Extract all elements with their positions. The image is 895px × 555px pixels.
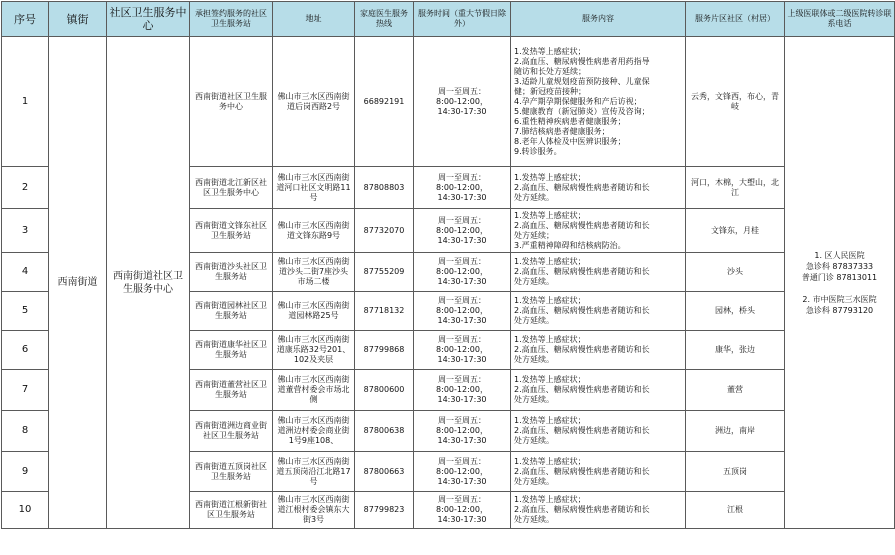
header-town: 镇街 <box>49 2 107 37</box>
text-line: 2.高血压、糖尿病慢性病患者随访和长 <box>514 182 650 192</box>
hotline-number: 87732070 <box>355 209 414 253</box>
station-address: 佛山市三水区西南街道洲边村委会商业街1号9座108、 <box>273 411 355 452</box>
service-hours <box>414 209 511 253</box>
station-name: 西南街道康华社区卫生服务站 <box>190 331 273 370</box>
hotline-number: 66892191 <box>355 37 414 167</box>
station-name: 西南街道沙头社区卫生服务站 <box>190 253 273 292</box>
header-address: 地址 <box>273 2 355 37</box>
station-address: 佛山市三水区西南街道康乐路32号201、102及夹层 <box>273 331 355 370</box>
text-line: 3.适龄儿童规划疫苗预防接种、儿童保 <box>514 76 650 86</box>
row-seq: 6 <box>2 331 49 370</box>
service-area: 沙头 <box>686 253 785 292</box>
text-line: 1.发热等上感症状； <box>514 257 586 266</box>
text-line: 8:00-12:00， <box>436 385 488 394</box>
text-line: 处方延续。 <box>514 515 554 524</box>
service-content <box>511 167 686 209</box>
row-seq: 8 <box>2 411 49 452</box>
header-hours: 服务时间（重大节假日除外） <box>414 2 511 37</box>
text-line: 周一至周五： <box>438 86 486 96</box>
text-line: 14:30-17:30 <box>437 106 487 116</box>
station-name: 西南街道江根新街社区卫生服务站 <box>190 492 273 529</box>
row-seq: 9 <box>2 452 49 492</box>
text-line: 1.发热等上感症状； <box>514 495 586 504</box>
text-line: 14:30-17:30 <box>437 316 487 325</box>
service-content <box>511 492 686 529</box>
center-cell: 西南街道社区卫生服务中心 <box>107 37 190 529</box>
text-line: 急诊科 87837333 <box>805 261 874 271</box>
header-station: 承担签约服务的社区卫生服务站 <box>190 2 273 37</box>
station-address: 佛山市三水区西南街道江根村委会镇东大街3号 <box>273 492 355 529</box>
text-line: 随访和长处方延续； <box>514 66 586 76</box>
service-area: 康华，张边 <box>686 331 785 370</box>
service-hours <box>414 292 511 331</box>
text-line: 1.发热等上感症状； <box>514 172 586 182</box>
station-address: 佛山市三水区西南街道沙头二街7座沙头市场二楼 <box>273 253 355 292</box>
text-line: 8:00-12:00， <box>436 426 488 435</box>
text-line: 2.高血压、糖尿病慢性病患者随访和长 <box>514 466 650 476</box>
service-hours <box>414 167 511 209</box>
station-name: 西南街道北江新区社区卫生服务中心 <box>190 167 273 209</box>
town-cell: 西南街道 <box>49 37 107 529</box>
hotline-number: 87800600 <box>355 370 414 411</box>
station-name: 西南街道五顶岗社区卫生服务站 <box>190 452 273 492</box>
hotline-number: 87808803 <box>355 167 414 209</box>
text-line: 14:30-17:30 <box>437 277 487 286</box>
header-seq: 序号 <box>2 2 49 37</box>
text-line: 普通门诊 87813011 <box>801 272 878 282</box>
service-area: 园林，桥头 <box>686 292 785 331</box>
text-line: 2.高血压、糖尿病慢性病患者随访和长 <box>514 306 650 315</box>
text-line: 3.严重精神障碍和结核病防治。 <box>514 240 626 250</box>
service-content <box>511 452 686 492</box>
service-hours <box>414 370 511 411</box>
text-line: 急诊科 87793120 <box>805 305 874 315</box>
station-name: 西南街道社区卫生服务中心 <box>190 37 273 167</box>
header-area: 服务片区社区（村居） <box>686 2 785 37</box>
text-line: 8:00-12:00， <box>436 225 488 235</box>
text-line: 周一至周五： <box>438 257 486 266</box>
text-line: 5.健康教育（新冠肺炎）宣传及咨询； <box>514 106 650 116</box>
text-line: 1.发热等上感症状； <box>514 456 586 466</box>
table-body <box>2 37 895 529</box>
service-hours <box>414 37 511 167</box>
hotline-number: 87800663 <box>355 452 414 492</box>
station-name: 西南街道文锋东社区卫生服务站 <box>190 209 273 253</box>
header-center: 社区卫生服务中心 <box>107 2 190 37</box>
text-line: 健；新冠疫苗接种； <box>514 86 586 96</box>
text-line: 周一至周五： <box>438 296 486 305</box>
service-content <box>511 37 686 167</box>
header-contact: 上级医联体或二级医院转诊联系电话 <box>785 2 895 37</box>
text-line: 周一至周五： <box>438 172 486 182</box>
service-content <box>511 331 686 370</box>
text-line: 处方延续。 <box>514 436 554 445</box>
text-line: 8:00-12:00， <box>436 345 488 354</box>
text-line: 14:30-17:30 <box>437 515 487 524</box>
text-line: 2.高血压、糖尿病慢性病患者随访和长 <box>514 345 650 354</box>
text-line: 周一至周五： <box>438 495 486 504</box>
row-seq: 7 <box>2 370 49 411</box>
text-line: 8.老年人体检及中医辨识服务； <box>514 136 626 146</box>
text-line: 2. 市中医院三水医院 <box>802 294 877 304</box>
text-line: 1.发热等上感症状； <box>514 210 586 220</box>
station-address: 佛山市三水区西南街道河口社区文明路11号 <box>273 167 355 209</box>
header-hotline: 家庭医生服务热线 <box>355 2 414 37</box>
text-line: 1.发热等上感症状； <box>514 375 586 384</box>
text-line: 周一至周五： <box>438 416 486 425</box>
station-name: 西南街道园林社区卫生服务站 <box>190 292 273 331</box>
text-line: 周一至周五： <box>438 335 486 344</box>
station-address: 佛山市三水区西南街道五顶岗沿江北路17号 <box>273 452 355 492</box>
text-line: 14:30-17:30 <box>437 235 487 245</box>
table-row <box>2 37 895 167</box>
text-line: 周一至周五： <box>438 215 486 225</box>
service-area: 洲边，南岸 <box>686 411 785 452</box>
text-line: 2.高血压、糖尿病慢性病患者用药指导 <box>514 56 650 66</box>
text-line: 1.发热等上感症状； <box>514 46 586 56</box>
station-address: 佛山市三水区西南街道文锋东路9号 <box>273 209 355 253</box>
header-content: 服务内容 <box>511 2 686 37</box>
station-address: 佛山市三水区西南街道后岗西路2号 <box>273 37 355 167</box>
service-content <box>511 411 686 452</box>
service-area: 河口，木棉，大塱山，北江 <box>686 167 785 209</box>
row-seq: 10 <box>2 492 49 529</box>
text-line: 处方延续。 <box>514 355 554 364</box>
station-name: 西南街道洲边商业街社区卫生服务站 <box>190 411 273 452</box>
station-address: 佛山市三水区西南街道园林路25号 <box>273 292 355 331</box>
station-name: 西南街道董营社区卫生服务站 <box>190 370 273 411</box>
text-line: 14:30-17:30 <box>437 476 487 486</box>
hotline-number: 87799868 <box>355 331 414 370</box>
text-line: 1.发热等上感症状； <box>514 296 586 305</box>
text-line: 周一至周五： <box>438 375 486 384</box>
service-content <box>511 292 686 331</box>
text-line: 处方延续。 <box>514 277 554 286</box>
service-content <box>511 370 686 411</box>
row-seq: 5 <box>2 292 49 331</box>
text-line: 4.孕产期孕期保健服务和产后访视； <box>514 96 642 106</box>
text-line: 处方延续。 <box>514 476 554 486</box>
text-line: 2.高血压、糖尿病慢性病患者随访和长 <box>514 385 650 394</box>
text-line: 8:00-12:00， <box>436 505 488 514</box>
text-line: 8:00-12:00， <box>436 466 488 476</box>
text-line: 7.肺结核病患者健康服务； <box>514 126 610 136</box>
station-address: 佛山市三水区西南街道董营村委会市场北侧 <box>273 370 355 411</box>
service-area: 文锋东，月桂 <box>686 209 785 253</box>
text-line: 处方延续； <box>514 230 554 240</box>
service-hours <box>414 452 511 492</box>
text-line: 6.重性精神疾病患者健康服务； <box>514 116 626 126</box>
text-line: 2.高血压、糖尿病慢性病患者随访和长 <box>514 220 650 230</box>
service-content <box>511 253 686 292</box>
service-hours <box>414 492 511 529</box>
service-table <box>1 1 895 529</box>
service-hours <box>414 253 511 292</box>
text-line: 8:00-12:00， <box>436 267 488 276</box>
text-line: 处方延续。 <box>514 395 554 404</box>
text-line: 周一至周五： <box>438 456 486 466</box>
hotline-number: 87799823 <box>355 492 414 529</box>
row-seq: 3 <box>2 209 49 253</box>
text-line: 14:30-17:30 <box>437 436 487 445</box>
service-hours <box>414 331 511 370</box>
row-seq: 1 <box>2 37 49 167</box>
text-line: 2.高血压、糖尿病慢性病患者随访和长 <box>514 505 650 514</box>
hotline-number: 87718132 <box>355 292 414 331</box>
text-line: 处方延续。 <box>514 192 554 202</box>
text-line: 处方延续。 <box>514 316 554 325</box>
text-line: 8:00-12:00， <box>436 182 488 192</box>
text-line: 1.发热等上感症状； <box>514 335 586 344</box>
text-line: 14:30-17:30 <box>437 355 487 364</box>
referral-contact <box>785 37 895 529</box>
text-line: 14:30-17:30 <box>437 192 487 202</box>
row-seq: 4 <box>2 253 49 292</box>
text-line: 1.发热等上感症状； <box>514 416 586 425</box>
hotline-number: 87755209 <box>355 253 414 292</box>
service-content <box>511 209 686 253</box>
text-line: 14:30-17:30 <box>437 395 487 404</box>
text-line: 2.高血压、糖尿病慢性病患者随访和长 <box>514 267 650 276</box>
service-area: 江根 <box>686 492 785 529</box>
hotline-number: 87800638 <box>355 411 414 452</box>
text-line: 8:00-12:00， <box>436 306 488 315</box>
service-hours <box>414 411 511 452</box>
service-area: 董营 <box>686 370 785 411</box>
row-seq: 2 <box>2 167 49 209</box>
text-line: 1. 区人民医院 <box>814 250 865 260</box>
text-line: 8:00-12:00， <box>436 96 488 106</box>
text-line <box>787 283 892 294</box>
service-area: 五顶岗 <box>686 452 785 492</box>
service-area: 云秀，文锋西，布心，青岐 <box>686 37 785 167</box>
text-line: 2.高血压、糖尿病慢性病患者随访和长 <box>514 426 650 435</box>
table-header <box>2 2 895 37</box>
text-line: 9.转诊服务。 <box>514 146 562 156</box>
